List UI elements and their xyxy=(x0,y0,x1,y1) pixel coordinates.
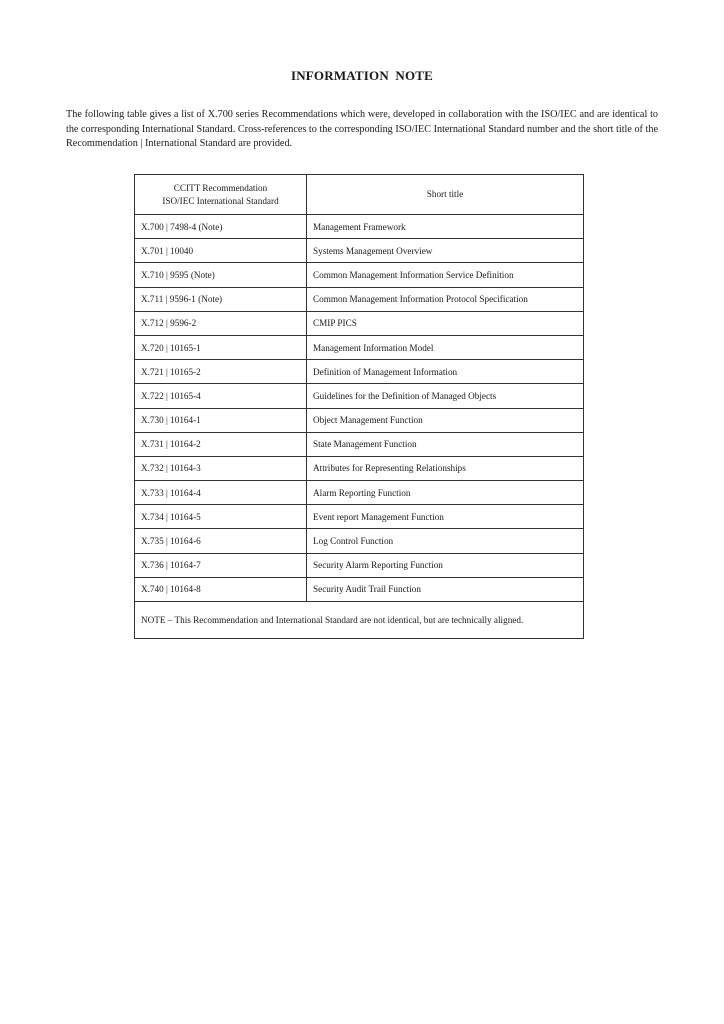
title-cell: Guidelines for the Definition of Managed Objects xyxy=(307,384,584,408)
table-note-row xyxy=(135,602,584,639)
table-row xyxy=(135,577,584,601)
table-header-row xyxy=(135,175,584,215)
ref-cell: X.712 | 9596-2 xyxy=(135,311,307,335)
header-recommendation xyxy=(135,175,307,215)
ref-cell: X.731 | 10164-2 xyxy=(135,432,307,456)
title-cell: Systems Management Overview xyxy=(307,239,584,263)
ref-cell: X.710 | 9595 (Note) xyxy=(135,263,307,287)
title-cell: CMIP PICS xyxy=(307,311,584,335)
table-row xyxy=(135,215,584,239)
table-note: NOTE – This Recommendation and International Standard are not identical, but are technically aligned. xyxy=(135,602,584,639)
table-row xyxy=(135,384,584,408)
title-cell: Common Management Information Service Definition xyxy=(307,263,584,287)
ref-cell: X.732 | 10164-3 xyxy=(135,456,307,480)
table-row xyxy=(135,360,584,384)
table-row xyxy=(135,432,584,456)
title-cell: Attributes for Representing Relationships xyxy=(307,456,584,480)
title-cell: State Management Function xyxy=(307,432,584,456)
intro-paragraph: The following table gives a list of X.700 series Recommendations which were, developed in collaboration with the ISO/IEC and are identical to the corresponding International Standard. Cross-references to the corresponding ISO/IEC International Standard number and the short title of the Recommendation | International Standard are provided. xyxy=(66,109,658,149)
title-cell: Object Management Function xyxy=(307,408,584,432)
header-recommendation-line1: CCITT Recommendation xyxy=(173,182,268,193)
table-row xyxy=(135,311,584,335)
ref-cell: X.733 | 10164-4 xyxy=(135,481,307,505)
title-cell: Management Framework xyxy=(307,215,584,239)
table-row xyxy=(135,481,584,505)
ref-cell: X.734 | 10164-5 xyxy=(135,505,307,529)
title-cell: Log Control Function xyxy=(307,529,584,553)
recommendation-table xyxy=(134,174,584,639)
table-row xyxy=(135,287,584,311)
table-row xyxy=(135,456,584,480)
title-cell: Security Alarm Reporting Function xyxy=(307,553,584,577)
ref-cell: X.740 | 10164-8 xyxy=(135,577,307,601)
ref-cell: X.735 | 10164-6 xyxy=(135,529,307,553)
title-cell: Management Information Model xyxy=(307,335,584,359)
title-cell: Event report Management Function xyxy=(307,505,584,529)
title-cell: Alarm Reporting Function xyxy=(307,481,584,505)
header-short-title: Short title xyxy=(307,175,584,215)
ref-cell: X.701 | 10040 xyxy=(135,239,307,263)
table-row xyxy=(135,408,584,432)
title-cell: Definition of Management Information xyxy=(307,360,584,384)
title-cell: Common Management Information Protocol Specification xyxy=(307,287,584,311)
ref-cell: X.720 | 10165-1 xyxy=(135,335,307,359)
ref-cell: X.721 | 10165-2 xyxy=(135,360,307,384)
table-row xyxy=(135,239,584,263)
title-cell: Security Audit Trail Function xyxy=(307,577,584,601)
table-row xyxy=(135,505,584,529)
table-row xyxy=(135,335,584,359)
ref-cell: X.722 | 10165-4 xyxy=(135,384,307,408)
page-title: INFORMATION NOTE xyxy=(290,68,434,83)
header-recommendation-line2: ISO/IEC International Standard xyxy=(162,195,279,206)
ref-cell: X.736 | 10164-7 xyxy=(135,553,307,577)
table-row xyxy=(135,529,584,553)
table-row xyxy=(135,263,584,287)
table-row xyxy=(135,553,584,577)
ref-cell: X.711 | 9596-1 (Note) xyxy=(135,287,307,311)
ref-cell: X.730 | 10164-1 xyxy=(135,408,307,432)
ref-cell: X.700 | 7498-4 (Note) xyxy=(135,215,307,239)
